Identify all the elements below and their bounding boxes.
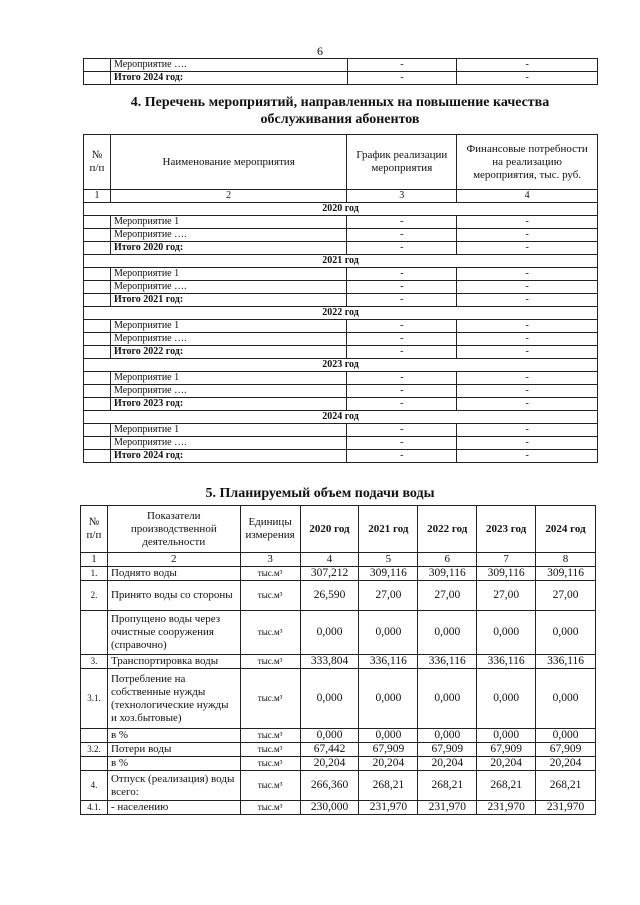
indicator-name-cell: - населению (107, 801, 240, 815)
value-cell: 0,000 (477, 729, 536, 743)
measure-name-cell: Итого 2023 год: (110, 398, 346, 411)
schedule-cell: - (347, 398, 457, 411)
unit-cell: тыс.м³ (240, 757, 300, 771)
measure-name-cell: Итого 2024 год: (110, 72, 347, 85)
row-number-cell: 3.1. (81, 669, 108, 729)
section-4-title (60, 94, 620, 128)
column-header: 2024 год (536, 506, 596, 553)
value-cell: 0,000 (477, 611, 536, 655)
schedule-cell: - (347, 385, 457, 398)
column-header: 2020 год (300, 506, 359, 553)
table-row (81, 743, 596, 757)
finance-cell: - (457, 294, 598, 307)
water-volume-table (80, 505, 596, 815)
column-header: График реализации мероприятия (347, 135, 457, 190)
column-header: Финансовые потребности на реализацию мероприятия, тыс. руб. (457, 135, 598, 190)
measure-name-cell: Мероприятие 1 (110, 424, 346, 437)
finance-cell: - (457, 72, 598, 85)
measure-name-cell: Итого 2021 год: (110, 294, 346, 307)
measures-table (83, 134, 598, 463)
row-number-cell (81, 611, 108, 655)
value-cell: 27,00 (477, 581, 536, 611)
value-cell: 20,204 (536, 757, 596, 771)
measure-name-cell: Мероприятие …. (110, 385, 346, 398)
table-row (84, 398, 598, 411)
finance-cell: - (457, 424, 598, 437)
schedule-cell: - (347, 424, 457, 437)
unit-cell: тыс.м³ (240, 729, 300, 743)
value-cell: 0,000 (300, 729, 359, 743)
value-cell: 268,21 (477, 771, 536, 801)
table-row (84, 242, 598, 255)
table-row (81, 669, 596, 729)
value-cell: 307,212 (300, 567, 359, 581)
value-cell: 231,970 (536, 801, 596, 815)
value-cell: 309,116 (359, 567, 418, 581)
table-row (81, 757, 596, 771)
year-heading: 2020 год (84, 203, 598, 216)
schedule-cell: - (347, 216, 457, 229)
year-row (84, 359, 598, 372)
table-row (84, 450, 598, 463)
indicator-name-cell: Пропущено воды через очистные сооружения (справочно) (107, 611, 240, 655)
section-4-title-line2: обслуживания абонентов (260, 112, 420, 127)
row-number-cell: 4.1. (81, 801, 108, 815)
section-4-title-line1: 4. Перечень мероприятий, направленных на повышение качества (130, 95, 550, 110)
column-number-cell: 3 (347, 190, 457, 203)
table-row (81, 729, 596, 743)
value-cell: 309,116 (418, 567, 477, 581)
column-header: 2022 год (418, 506, 477, 553)
finance-cell: - (457, 268, 598, 281)
value-cell: 0,000 (359, 611, 418, 655)
finance-cell: - (457, 346, 598, 359)
finance-cell: - (457, 216, 598, 229)
value-cell: 336,116 (359, 655, 418, 669)
header-row (81, 506, 596, 553)
schedule-cell: - (347, 346, 457, 359)
value-cell: 0,000 (300, 669, 359, 729)
row-number-cell (81, 757, 108, 771)
value-cell: 67,909 (359, 743, 418, 757)
row-number-cell (84, 372, 111, 385)
unit-cell: тыс.м³ (240, 669, 300, 729)
table-row (84, 346, 598, 359)
measure-name-cell: Итого 2020 год: (110, 242, 346, 255)
year-row (84, 255, 598, 268)
year-heading: 2023 год (84, 359, 598, 372)
value-cell: 0,000 (359, 669, 418, 729)
indicator-name-cell: в % (107, 729, 240, 743)
schedule-cell: - (347, 242, 457, 255)
value-cell: 0,000 (300, 611, 359, 655)
table-row (84, 72, 598, 85)
table-row (84, 385, 598, 398)
column-header: Единицы измерения (240, 506, 300, 553)
indicator-name-cell: Принято воды со стороны (107, 581, 240, 611)
value-cell: 27,00 (536, 581, 596, 611)
unit-cell: тыс.м³ (240, 743, 300, 757)
continued-table (83, 58, 598, 85)
row-number-cell: 3. (81, 655, 108, 669)
year-heading: 2021 год (84, 255, 598, 268)
unit-cell: тыс.м³ (240, 771, 300, 801)
row-number-cell (81, 729, 108, 743)
column-number-cell: 7 (477, 553, 536, 567)
value-cell: 309,116 (477, 567, 536, 581)
schedule-cell: - (347, 333, 457, 346)
value-cell: 0,000 (359, 729, 418, 743)
row-number-cell: 4. (81, 771, 108, 801)
column-header: Показатели производственной деятельности (107, 506, 240, 553)
column-number-cell: 5 (359, 553, 418, 567)
table-row (81, 655, 596, 669)
column-header: Наименование мероприятия (110, 135, 346, 190)
value-cell: 0,000 (477, 669, 536, 729)
table-row (84, 320, 598, 333)
unit-cell: тыс.м³ (240, 581, 300, 611)
row-number-cell (84, 320, 111, 333)
table-row (81, 567, 596, 581)
value-cell: 266,360 (300, 771, 359, 801)
value-cell: 20,204 (300, 757, 359, 771)
indicator-name-cell: Поднято воды (107, 567, 240, 581)
value-cell: 333,804 (300, 655, 359, 669)
measure-name-cell: Итого 2022 год: (110, 346, 346, 359)
value-cell: 0,000 (418, 669, 477, 729)
indicator-name-cell: Потребление на собственные нужды (технологические нужды и хоз.бытовые) (107, 669, 240, 729)
value-cell: 0,000 (536, 611, 596, 655)
schedule-cell: - (347, 320, 457, 333)
value-cell: 0,000 (536, 669, 596, 729)
row-number-cell (84, 385, 111, 398)
table-row (81, 771, 596, 801)
value-cell: 268,21 (359, 771, 418, 801)
finance-cell: - (457, 450, 598, 463)
value-cell: 20,204 (359, 757, 418, 771)
column-number-cell: 6 (418, 553, 477, 567)
column-number-row (84, 190, 598, 203)
measure-name-cell: Мероприятие …. (110, 281, 346, 294)
finance-cell: - (457, 242, 598, 255)
column-header: № п/п (84, 135, 111, 190)
indicator-name-cell: Потери воды (107, 743, 240, 757)
value-cell: 231,970 (477, 801, 536, 815)
value-cell: 268,21 (418, 771, 477, 801)
header-row (84, 135, 598, 190)
value-cell: 268,21 (536, 771, 596, 801)
column-number-cell: 4 (457, 190, 598, 203)
column-number-row (81, 553, 596, 567)
finance-cell: - (457, 437, 598, 450)
measure-name-cell: Мероприятие 1 (110, 268, 346, 281)
row-number-cell (84, 59, 111, 72)
value-cell: 67,909 (418, 743, 477, 757)
value-cell: 67,442 (300, 743, 359, 757)
value-cell: 309,116 (536, 567, 596, 581)
value-cell: 0,000 (536, 729, 596, 743)
row-number-cell (84, 268, 111, 281)
column-number-cell: 3 (240, 553, 300, 567)
row-number-cell (84, 398, 111, 411)
table-row (84, 372, 598, 385)
measure-name-cell: Итого 2024 год: (110, 450, 346, 463)
value-cell: 336,116 (418, 655, 477, 669)
row-number-cell (84, 242, 111, 255)
row-number-cell (84, 437, 111, 450)
year-row (84, 203, 598, 216)
column-number-cell: 2 (107, 553, 240, 567)
column-number-cell: 8 (536, 553, 596, 567)
section-5-title: 5. Планируемый объем подачи воды (205, 486, 435, 501)
table-row (81, 581, 596, 611)
value-cell: 20,204 (477, 757, 536, 771)
unit-cell: тыс.м³ (240, 611, 300, 655)
table-row (84, 59, 598, 72)
table-row (84, 268, 598, 281)
column-number-cell: 2 (110, 190, 346, 203)
row-number-cell (84, 346, 111, 359)
schedule-cell: - (347, 229, 457, 242)
value-cell: 20,204 (418, 757, 477, 771)
year-heading: 2022 год (84, 307, 598, 320)
row-number-cell: 1. (81, 567, 108, 581)
unit-cell: тыс.м³ (240, 567, 300, 581)
finance-cell: - (457, 229, 598, 242)
indicator-name-cell: в % (107, 757, 240, 771)
value-cell: 67,909 (536, 743, 596, 757)
value-cell: 336,116 (536, 655, 596, 669)
year-row (84, 307, 598, 320)
row-number-cell (84, 424, 111, 437)
table-row (84, 437, 598, 450)
row-number-cell: 2. (81, 581, 108, 611)
column-header: № п/п (81, 506, 108, 553)
row-number-cell (84, 333, 111, 346)
row-number-cell (84, 281, 111, 294)
finance-cell: - (457, 372, 598, 385)
measure-name-cell: Мероприятие 1 (110, 320, 346, 333)
schedule-cell: - (347, 450, 457, 463)
finance-cell: - (457, 320, 598, 333)
measure-name-cell: Мероприятие …. (110, 59, 347, 72)
column-number-cell: 1 (81, 553, 108, 567)
value-cell: 27,00 (359, 581, 418, 611)
value-cell: 67,909 (477, 743, 536, 757)
column-header: 2023 год (477, 506, 536, 553)
row-number-cell (84, 216, 111, 229)
unit-cell: тыс.м³ (240, 801, 300, 815)
value-cell: 231,970 (359, 801, 418, 815)
table-row (84, 216, 598, 229)
value-cell: 231,970 (418, 801, 477, 815)
page-number: 6 (317, 44, 323, 58)
year-row (84, 411, 598, 424)
finance-cell: - (457, 281, 598, 294)
measure-name-cell: Мероприятие …. (110, 333, 346, 346)
measure-name-cell: Мероприятие …. (110, 229, 346, 242)
table-row (84, 424, 598, 437)
table-row (81, 611, 596, 655)
measure-name-cell: Мероприятие …. (110, 437, 346, 450)
measure-name-cell: Мероприятие 1 (110, 216, 346, 229)
table-row (84, 281, 598, 294)
finance-cell: - (457, 398, 598, 411)
indicator-name-cell: Отпуск (реализация) воды всего: (107, 771, 240, 801)
schedule-cell: - (347, 268, 457, 281)
row-number-cell: 3.2. (81, 743, 108, 757)
schedule-cell: - (347, 294, 457, 307)
row-number-cell (84, 294, 111, 307)
schedule-cell: - (347, 59, 457, 72)
column-number-cell: 1 (84, 190, 111, 203)
year-heading: 2024 год (84, 411, 598, 424)
value-cell: 0,000 (418, 611, 477, 655)
schedule-cell: - (347, 437, 457, 450)
column-number-cell: 4 (300, 553, 359, 567)
column-header: 2021 год (359, 506, 418, 553)
indicator-name-cell: Транспортировка воды (107, 655, 240, 669)
finance-cell: - (457, 385, 598, 398)
value-cell: 27,00 (418, 581, 477, 611)
schedule-cell: - (347, 72, 457, 85)
table-row (81, 801, 596, 815)
unit-cell: тыс.м³ (240, 655, 300, 669)
table-row (84, 229, 598, 242)
finance-cell: - (457, 333, 598, 346)
value-cell: 230,000 (300, 801, 359, 815)
row-number-cell (84, 72, 111, 85)
schedule-cell: - (347, 372, 457, 385)
table-row (84, 333, 598, 346)
value-cell: 26,590 (300, 581, 359, 611)
value-cell: 336,116 (477, 655, 536, 669)
finance-cell: - (457, 59, 598, 72)
row-number-cell (84, 450, 111, 463)
row-number-cell (84, 229, 111, 242)
table-row (84, 294, 598, 307)
value-cell: 0,000 (418, 729, 477, 743)
schedule-cell: - (347, 281, 457, 294)
measure-name-cell: Мероприятие 1 (110, 372, 346, 385)
